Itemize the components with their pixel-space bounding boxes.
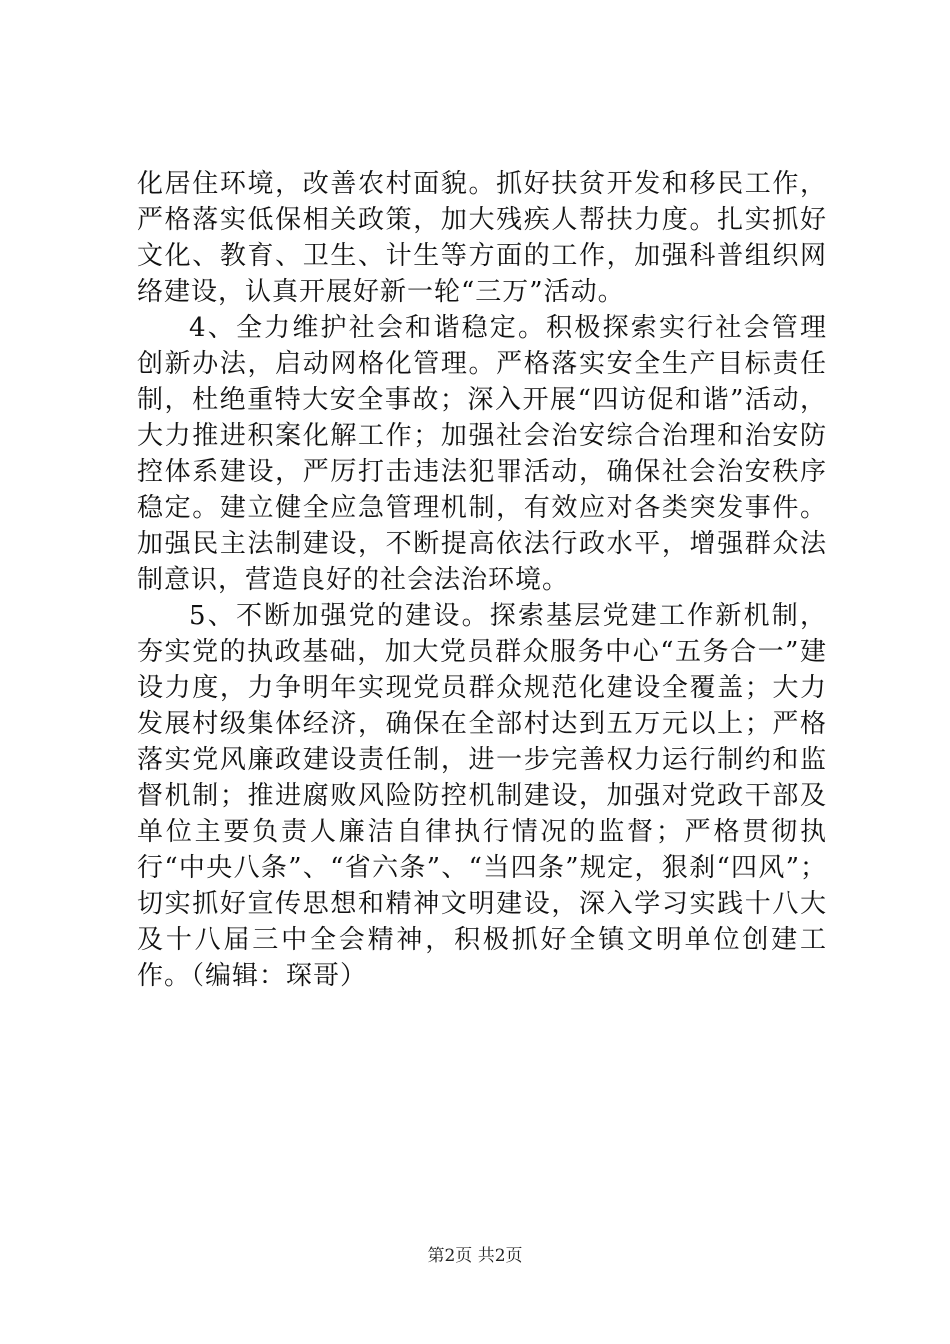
paragraph-2: 4、全力维护社会和谐稳定。积极探索实行社会管理创新办法，启动网格化管理。严格落实安全生产目标责任制，杜绝重特大安全事故；深入开展“四访促和谐”活动，大力推进积案化解工作；加强社会治安综合治理和治安防控体系建设，严厉打击违法犯罪活动，确保社会治安秩序稳定。建立健全应急管理机制，有效应对各类突发事件。加强民主法制建设，不断提高依法行政水平，增强群众法制意识，营造良好的社会法治环境。	[137, 313, 827, 595]
paragraph-1: 化居住环境，改善农村面貌。抓好扶贫开发和移民工作，严格落实低保相关政策，加大残疾人帮扶力度。扎实抓好文化、教育、卫生、计生等方面的工作，加强科普组织网络建设，认真开展好新一轮“三万”活动。	[137, 169, 827, 307]
page-number: 第2页 共2页	[427, 1246, 523, 1266]
paragraph-3: 5、不断加强党的建设。探索基层党建工作新机制，夯实党的执政基础，加大党员群众服务中心“五务合一”建设力度，力争明年实现党员群众规范化建设全覆盖；大力发展村级集体经济，确保在全部村达到五万元以上；严格落实党风廉政建设责任制，进一步完善权力运行制约和监督机制；推进腐败风险防控机制建设，加强对党政干部及单位主要负责人廉洁自律执行情况的监督；严格贯彻执行“中央八条”、“省六条”、“当四条”规定，狠刹“四风”；切实抓好宣传思想和精神文明建设，深入学习实践十八大及十八届三中全会精神，积极抓好全镇文明单位创建工作。（编辑：琛哥）	[137, 601, 827, 991]
document-body	[137, 166, 827, 994]
